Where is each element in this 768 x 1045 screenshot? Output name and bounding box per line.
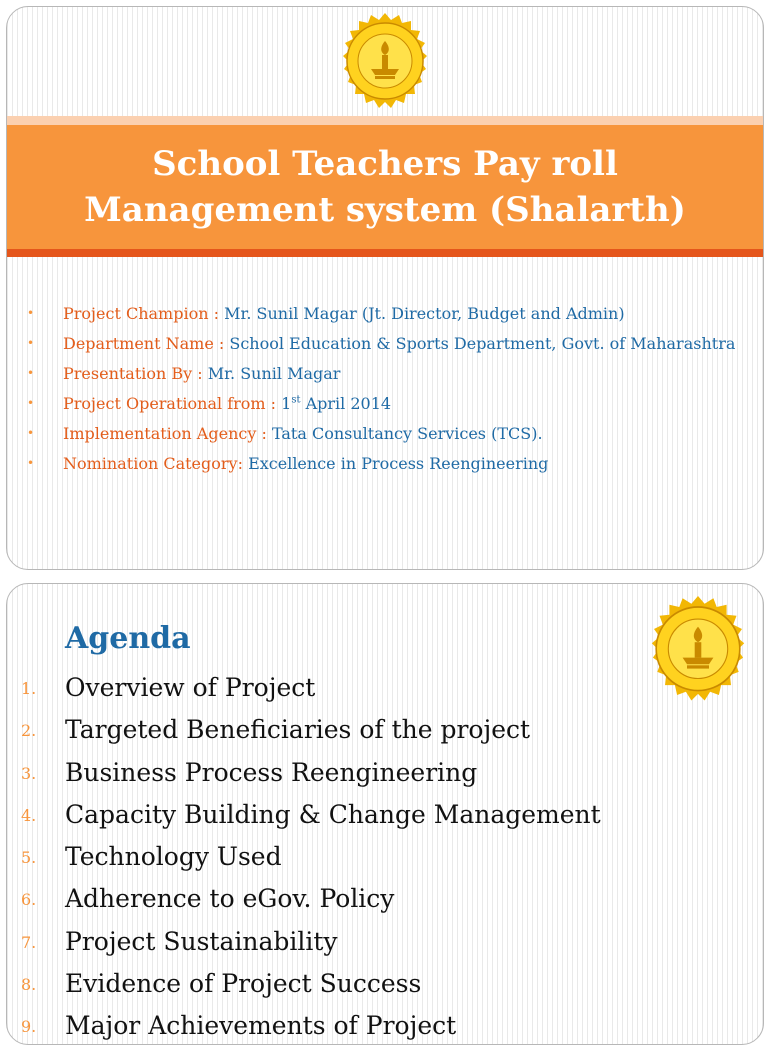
info-value: School Education & Sports Department, Govt. of Maharashtra (229, 334, 736, 353)
info-item-presenter (21, 362, 751, 385)
agenda-item (21, 884, 601, 926)
slide-title-line-1: School Teachers Pay roll (152, 144, 618, 184)
info-value-ordinal: st (291, 394, 301, 406)
agenda-heading: Agenda (65, 621, 191, 656)
agenda-item-number: 9. (21, 1017, 37, 1037)
info-item-operational-from (21, 392, 751, 415)
info-label: Project Operational from : (63, 394, 282, 413)
state-emblem-icon (335, 13, 435, 113)
agenda-item-text: Evidence of Project Success (65, 969, 422, 999)
agenda-item (21, 715, 601, 757)
info-label: Implementation Agency : (63, 424, 272, 443)
agenda-item-text: Adherence to eGov. Policy (65, 884, 395, 914)
bullet-icon: • (27, 456, 35, 470)
info-item-department (21, 332, 751, 355)
agenda-item-number: 5. (21, 848, 37, 868)
agenda-item (21, 927, 601, 969)
bullet-icon: • (27, 366, 35, 380)
info-label: Project Champion : (63, 304, 225, 323)
bullet-icon: • (27, 396, 35, 410)
info-value-date: April 2014 (300, 394, 392, 413)
info-label: Presentation By : (63, 364, 208, 383)
bullet-icon: • (27, 426, 35, 440)
agenda-item-text: Major Achievements of Project (65, 1011, 457, 1041)
state-emblem-icon (643, 596, 753, 706)
info-value: Tata Consultancy Services (TCS). (271, 424, 543, 443)
title-band (7, 116, 763, 262)
info-item-champion (21, 302, 751, 325)
agenda-item-text: Overview of Project (65, 673, 316, 702)
title-band-bottom-stripe (7, 249, 763, 257)
agenda-item-text: Technology Used (65, 842, 282, 872)
agenda-item-text: Project Sustainability (65, 926, 338, 956)
agenda-item-text: Capacity Building & Change Management (65, 799, 601, 829)
info-label: Nomination Category: (63, 454, 249, 473)
agenda-item-number: 2. (21, 721, 37, 741)
info-value-day: 1 (281, 394, 292, 413)
agenda-item (21, 842, 601, 884)
agenda-item (21, 800, 601, 842)
title-band-main (7, 125, 763, 249)
bullet-icon: • (27, 306, 35, 320)
info-item-agency (21, 422, 751, 445)
agenda-item (21, 673, 601, 715)
agenda-item-text: Targeted Beneficiaries of the project (65, 715, 531, 745)
agenda-item-text: Business Process Reengineering (65, 757, 478, 787)
title-slide (6, 6, 764, 570)
agenda-slide (6, 583, 764, 1045)
agenda-item-number: 6. (21, 890, 37, 910)
info-value: Excellence in Process Reengineering (248, 454, 549, 473)
agenda-item (21, 969, 601, 1011)
info-label: Department Name : (63, 334, 230, 353)
agenda-item-number: 3. (21, 763, 37, 783)
info-item-category (21, 452, 751, 475)
agenda-item (21, 758, 601, 800)
info-value: Mr. Sunil Magar (Jt. Director, Budget and Admin) (224, 304, 625, 323)
agenda-list (21, 673, 601, 1045)
info-value: Mr. Sunil Magar (207, 364, 341, 383)
slide-title-line-2: Management system (Shalarth) (84, 190, 686, 230)
agenda-item-number: 7. (21, 932, 37, 952)
project-info-list (21, 302, 751, 482)
agenda-item-number: 8. (21, 975, 37, 995)
bullet-icon: • (27, 336, 35, 350)
agenda-item (21, 1011, 601, 1045)
title-band-top-stripe (7, 116, 763, 125)
agenda-item-number: 4. (21, 805, 37, 825)
agenda-item-number: 1. (21, 679, 37, 698)
